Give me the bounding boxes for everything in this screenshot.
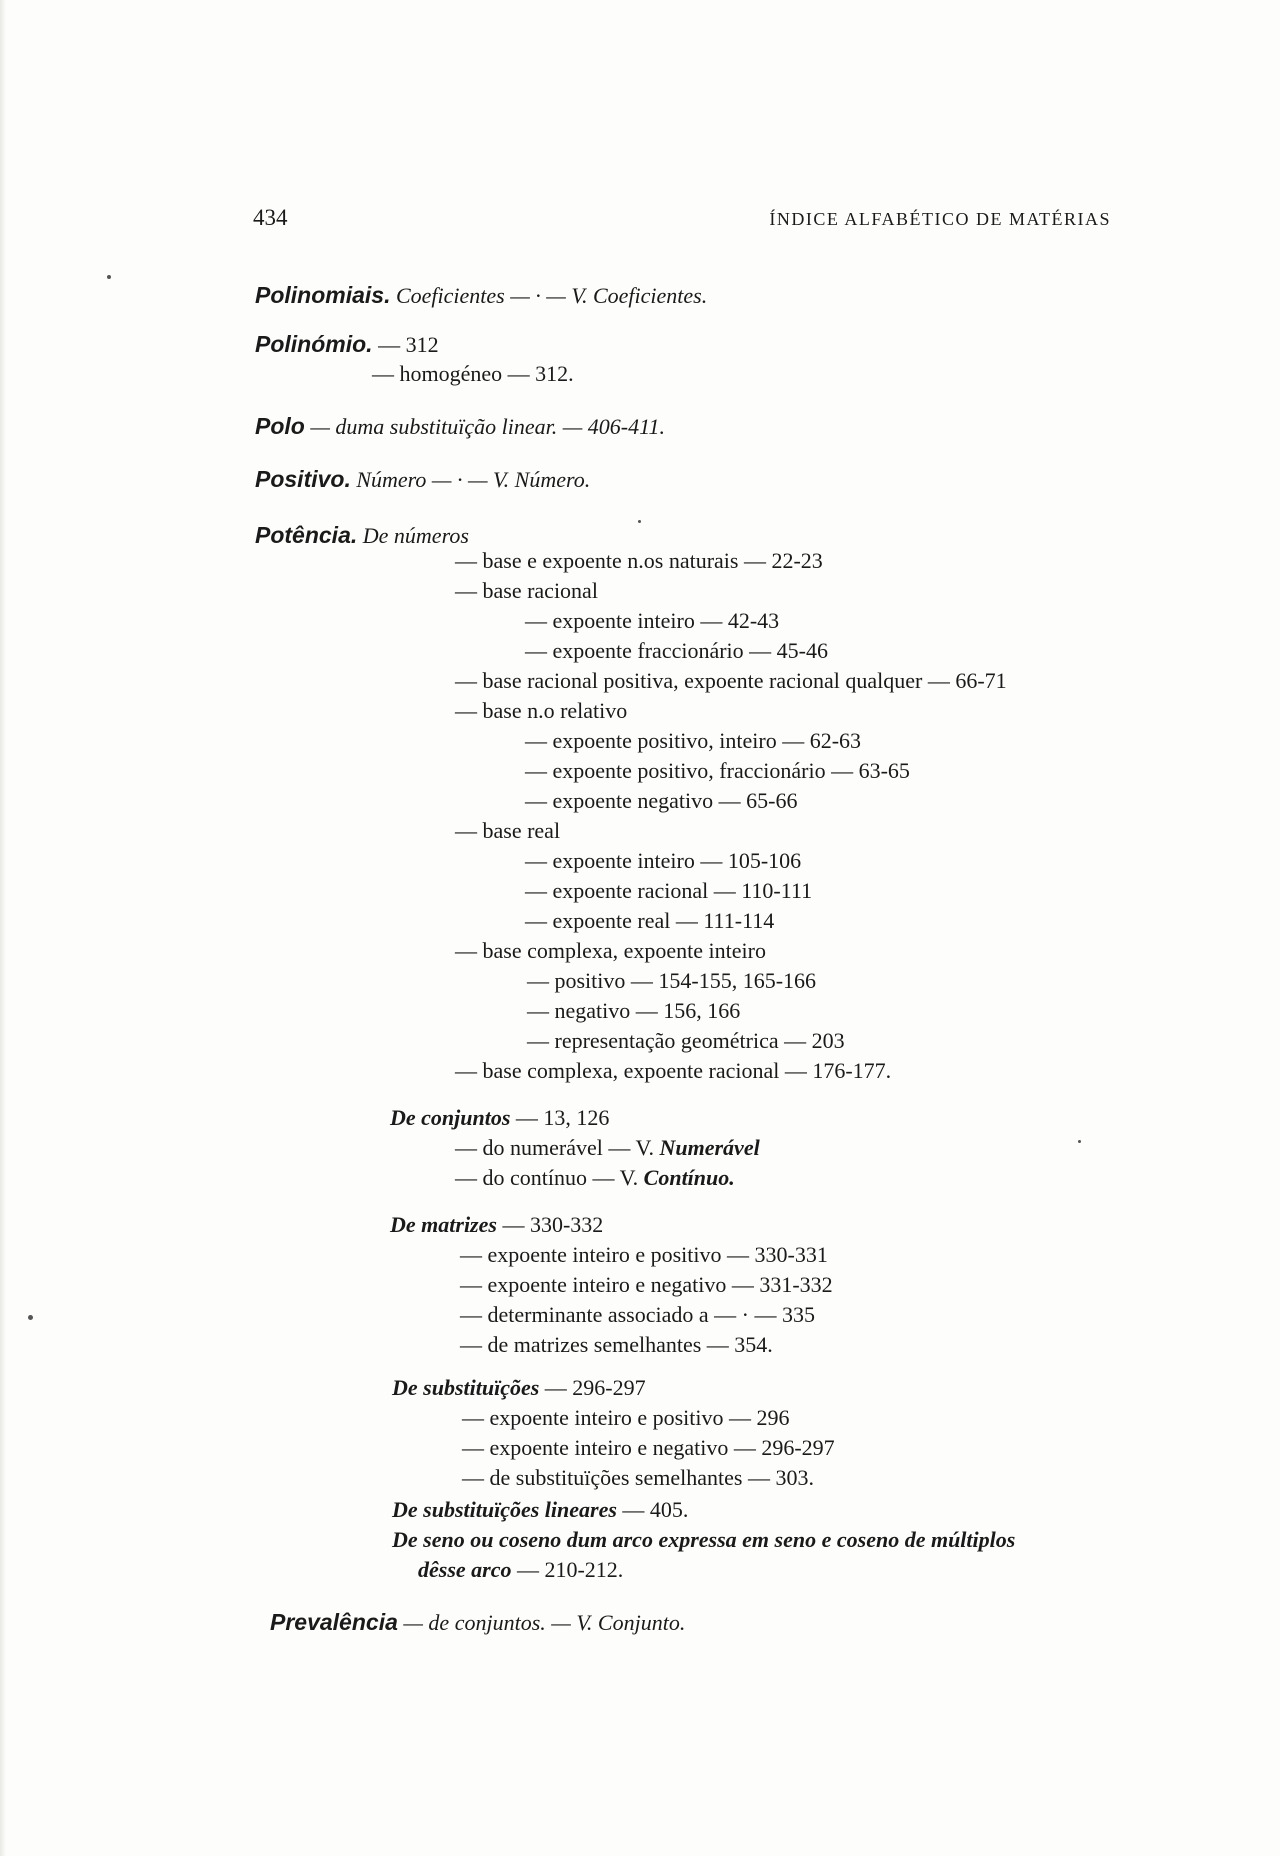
entry-text: — 312 [378, 332, 439, 357]
list-item: — negativo — 156, 166 [527, 998, 741, 1023]
section-pages: — 405. [616, 1497, 689, 1522]
section-title: De conjuntos [390, 1105, 511, 1130]
entry-head: Polinómio. [255, 331, 373, 357]
list-item: — base racional positiva, expoente racional qualquer — 66-71 [455, 668, 1007, 693]
list-item: — de substituïções semelhantes — 303. [462, 1465, 814, 1490]
potencia-substituicoes [392, 1375, 646, 1401]
scan-speck [28, 1315, 33, 1320]
list-item: — representação geométrica — 203 [527, 1028, 845, 1053]
list-item: — base complexa, expoente inteiro [455, 938, 766, 963]
section-pages: — 296-297 [539, 1375, 646, 1400]
list-item: — base n.o relativo [455, 698, 628, 723]
list-item: — expoente inteiro — 105-106 [525, 848, 802, 873]
cross-reference: Contínuo. [643, 1165, 735, 1190]
page-header [253, 205, 1111, 231]
entry-prevalencia [270, 1609, 685, 1636]
entry-polo [255, 413, 665, 440]
entry-positivo [255, 466, 590, 493]
list-item: — base racional [455, 578, 598, 603]
entry-text: — de conjuntos. — V. Conjunto. [397, 1610, 686, 1635]
scan-speck [107, 275, 111, 279]
list-item: — expoente inteiro e negativo — 296-297 [462, 1435, 835, 1460]
list-item: — expoente racional — 110-111 [525, 878, 813, 903]
list-item: — expoente positivo, inteiro — 62-63 [525, 728, 862, 753]
entry-polinomiais [255, 282, 707, 309]
section-title: De matrizes [390, 1212, 497, 1237]
list-item: — expoente real — 111-114 [525, 908, 775, 933]
potencia-conjuntos [390, 1105, 609, 1131]
list-item: — expoente fraccionário — 45-46 [525, 638, 828, 663]
potencia-matrizes [390, 1212, 603, 1238]
cross-reference: Numerável [659, 1135, 760, 1160]
list-item: — expoente inteiro e positivo — 296 [462, 1405, 790, 1430]
line-text: — do contínuo — V. [455, 1165, 644, 1190]
list-item: — determinante associado a — · — 335 [460, 1302, 815, 1327]
list-item: — base complexa, expoente racional — 176-177. [455, 1058, 892, 1083]
section-title: De substituïções lineares [392, 1497, 617, 1522]
potencia-seno-line-2 [418, 1557, 623, 1583]
entry-head: Potência. [255, 522, 358, 548]
entry-polinomio [255, 331, 439, 358]
entry-text: — duma substituïção linear. — 406-411. [310, 414, 665, 439]
potencia-substituicoes-lineares [392, 1497, 688, 1523]
entry-head: Polo [255, 413, 305, 439]
running-title: ÍNDICE ALFABÉTICO DE MATÉRIAS [769, 209, 1111, 229]
potencia-seno-line-1: De seno ou coseno dum arco expressa em seno e coseno de múltiplos [392, 1527, 1016, 1552]
section-pages: — 330-332 [496, 1212, 604, 1237]
list-item: — base real [455, 818, 561, 843]
page-edge-shadow [0, 0, 6, 1856]
list-item: — expoente negativo — 65-66 [525, 788, 798, 813]
entry-potencia [255, 522, 469, 549]
list-item [455, 1165, 735, 1191]
subentry-line: — homogéneo — 312. [372, 361, 574, 386]
line-text: — do numerável — V. [455, 1135, 660, 1160]
section-pages: — 210-212. [511, 1557, 624, 1582]
list-item: — base e expoente n.os naturais — 22-23 [455, 548, 823, 573]
entry-text: Número — · — V. Número. [356, 467, 591, 492]
entry-head: Positivo. [255, 466, 351, 492]
entry-head: Prevalência [270, 1609, 398, 1635]
list-item: — de matrizes semelhantes — 354. [460, 1332, 773, 1357]
list-item [455, 1135, 760, 1161]
list-item: — expoente positivo, fraccionário — 63-65 [525, 758, 910, 783]
section-pages: — 13, 126 [510, 1105, 610, 1130]
entry-text: De números [362, 523, 469, 548]
page-number: 434 [253, 205, 288, 230]
scan-speck [1078, 1140, 1081, 1143]
scan-speck [638, 520, 641, 523]
entry-head: Polinomiais. [255, 282, 391, 308]
list-item: — expoente inteiro e negativo — 331-332 [460, 1272, 833, 1297]
list-item: — expoente inteiro e positivo — 330-331 [460, 1242, 828, 1267]
list-item: — expoente inteiro — 42-43 [525, 608, 780, 633]
section-title: dêsse arco [418, 1557, 512, 1582]
entry-text: Coeficientes — · — V. Coeficientes. [395, 283, 708, 308]
list-item: — positivo — 154-155, 165-166 [527, 968, 817, 993]
section-title: De substituïções [392, 1375, 540, 1400]
